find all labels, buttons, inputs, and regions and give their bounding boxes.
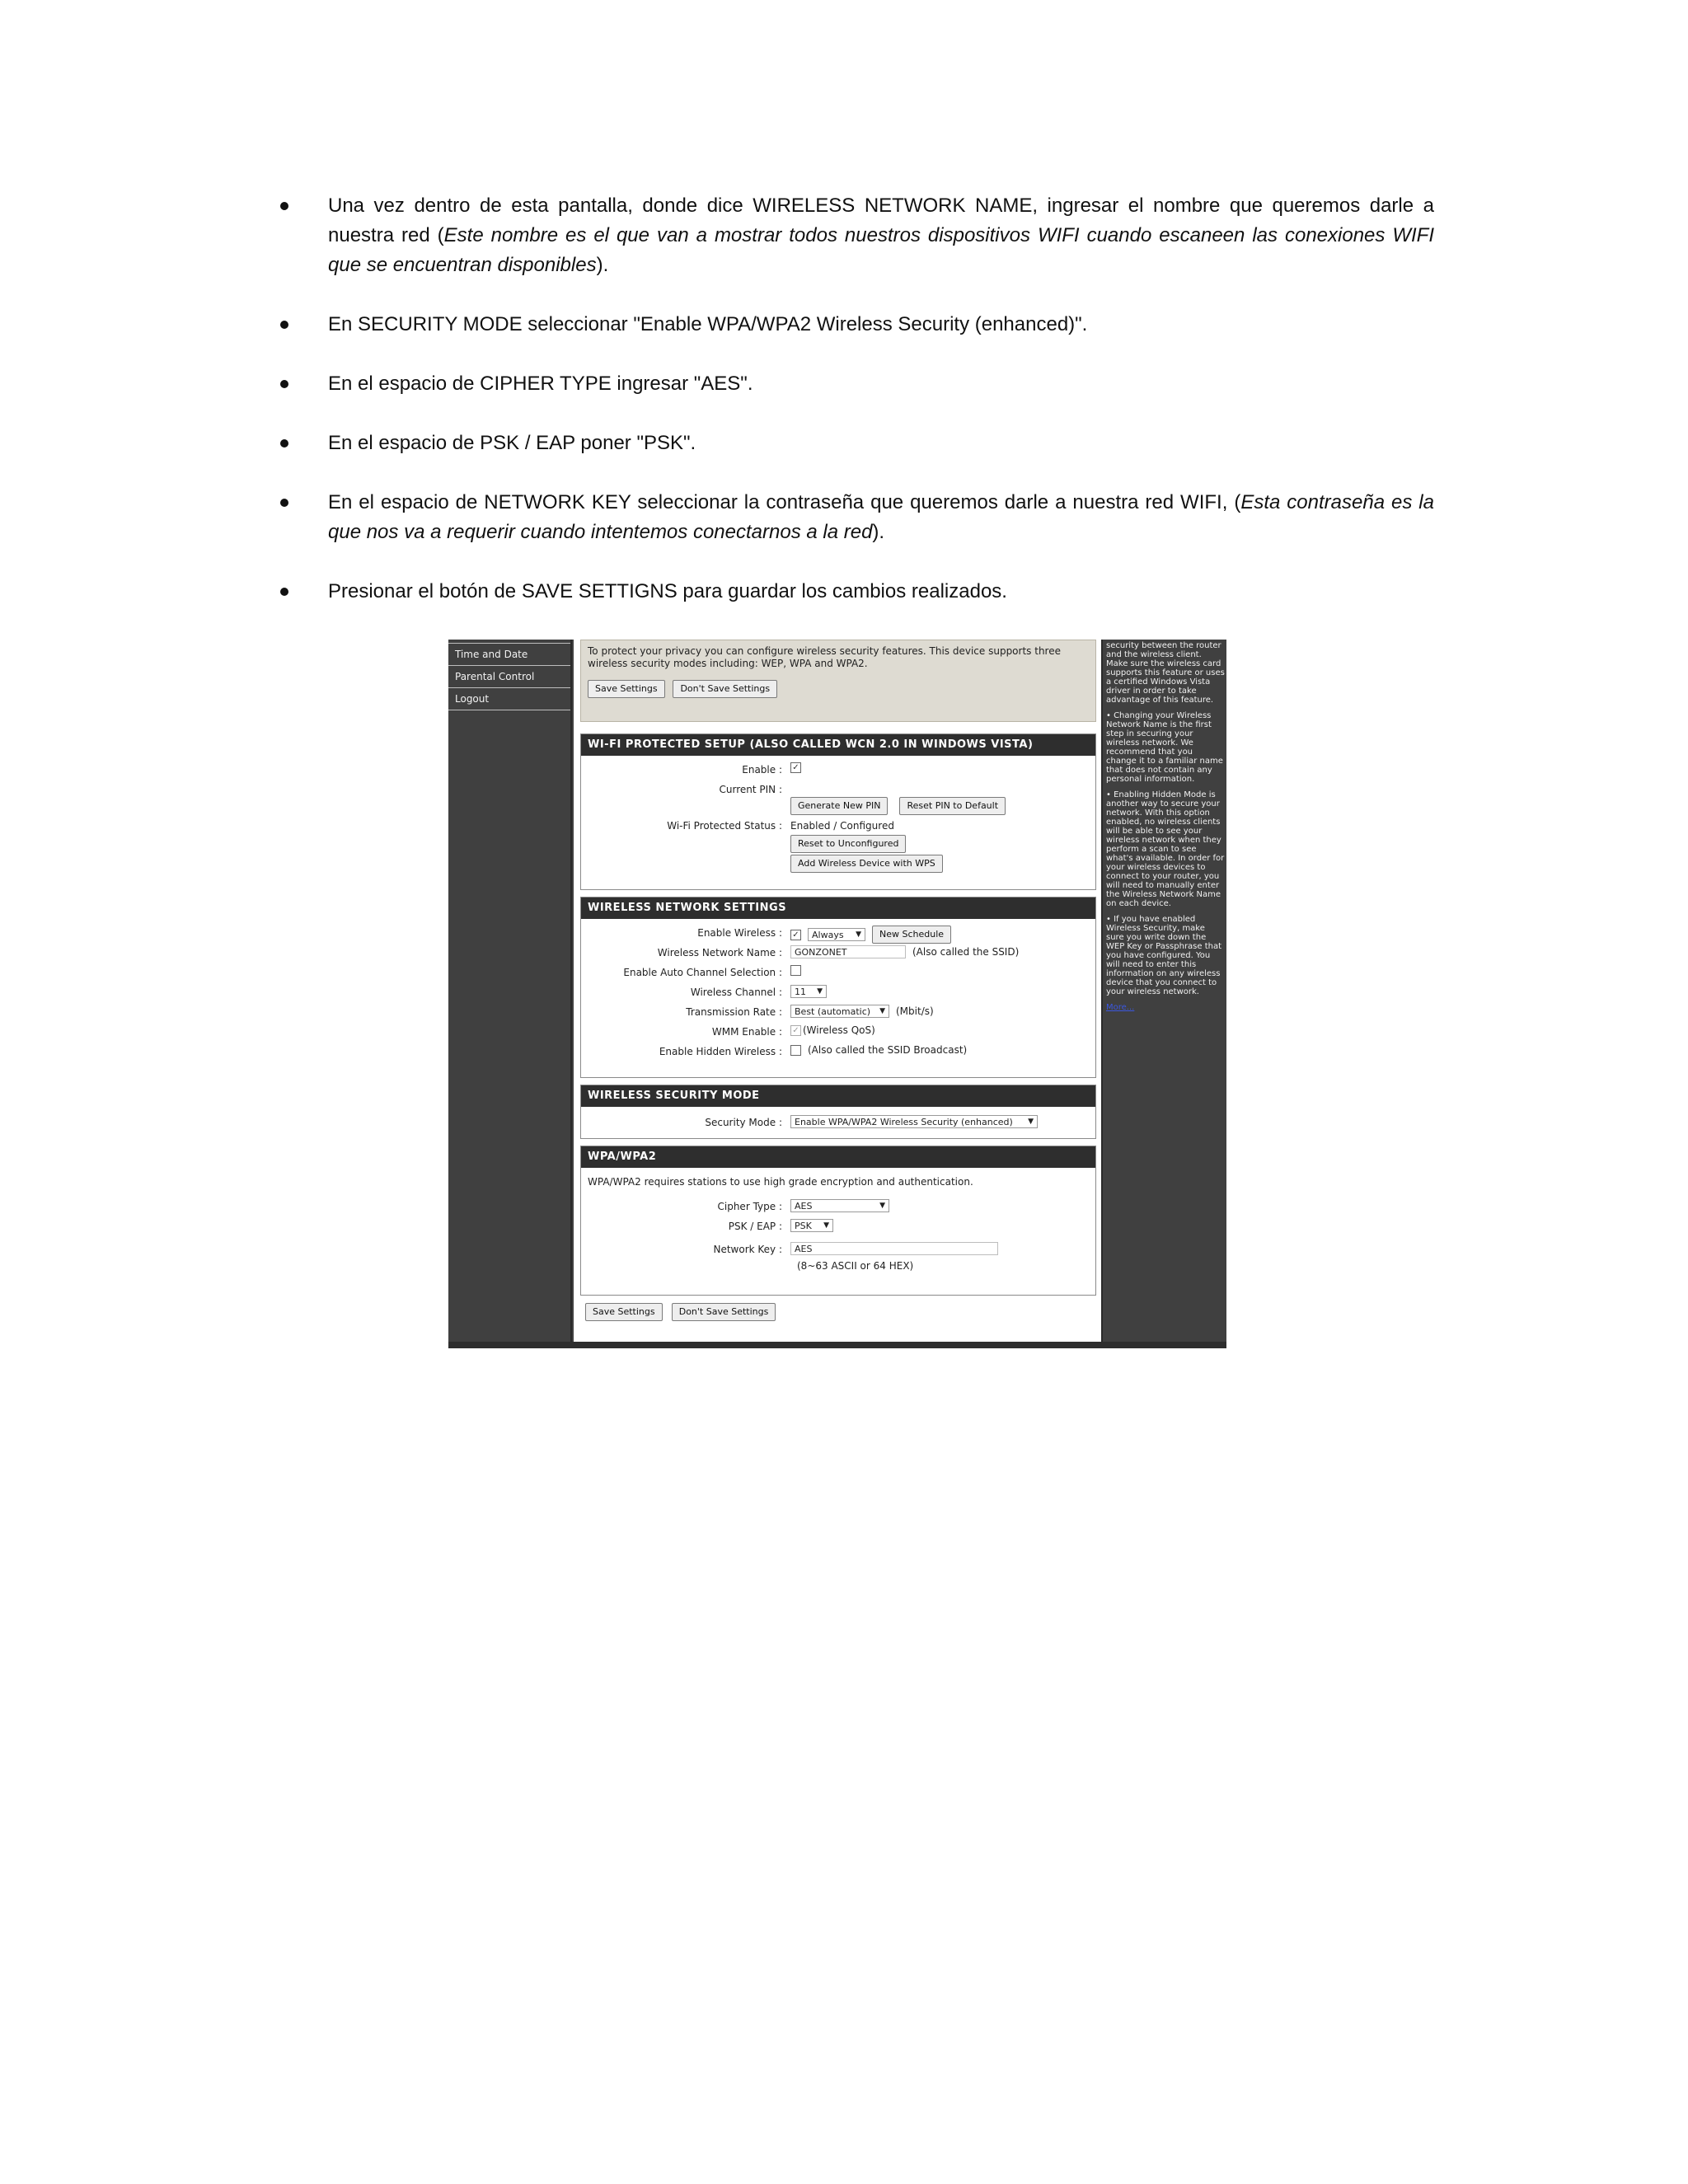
wps-enable-checkbox[interactable]: ✓ [790,762,801,773]
cipher-type-label: Cipher Type : [717,1201,782,1212]
add-wps-device-button[interactable]: Add Wireless Device with WPS [790,855,943,873]
help-text: • Changing your Wireless Network Name is the first step in securing your wireless network. We recommend that you change it to a familiar name that does not contain any personal information. [1106,711,1223,784]
list-item: Una vez dentro de esta pantalla, donde dice WIRELESS NETWORK NAME, ingresar el nombre que queremos darle a nuestra red (Este nombre es el que van a mostrar todos nuestros dispositivos WIFI cuando escaneen las conexiones WIFI que se encuentran disponibles). [280,191,1434,280]
current-pin-label: Current PIN : [719,784,782,795]
chevron-down-icon: ▼ [1028,1118,1034,1126]
dont-save-settings-button[interactable]: Don't Save Settings [672,1303,776,1321]
network-key-label: Network Key : [713,1244,782,1255]
channel-select[interactable]: 11 ▼ [790,985,827,998]
wmm-checkbox[interactable]: ✓ [790,1025,801,1036]
help-sidebar [1101,640,1226,1342]
chevron-down-icon: ▼ [879,1007,885,1015]
schedule-select[interactable]: Always ▼ [808,928,865,941]
list-item: En el espacio de CIPHER TYPE ingresar "AES". [280,369,1434,399]
wps-status-label: Wi-Fi Protected Status : [667,820,782,832]
list-item: En el espacio de NETWORK KEY seleccionar la contraseña que queremos darle a nuestra red WIFI, (Esta contraseña es la que nos va a requerir cuando intentemos conectarnos a la red). [280,488,1434,547]
wpa-description: WPA/WPA2 requires stations to use high grade encryption and authentication. [588,1176,973,1188]
nav-item-logout[interactable]: Logout [448,688,570,710]
bullet-icon [280,202,288,210]
wps-title: WI-FI PROTECTED SETUP (ALSO CALLED WCN 2.0 IN WINDOWS VISTA) [581,734,1095,756]
more-link[interactable]: More... [1106,1003,1135,1012]
cipher-type-select[interactable]: AES ▼ [790,1199,889,1212]
wpa-section [580,1146,1096,1296]
help-text: • If you have enabled Wireless Security, make sure you write down the WEP Key or Passphrase that you have configured. You will need to enter this information on any wireless device that you connect to your wireless network. [1106,915,1222,996]
security-mode-section [580,1085,1096,1139]
bullet-icon [280,321,288,329]
wmm-note: (Wireless QoS) [803,1024,875,1036]
bottom-bar [448,1342,1226,1348]
intro-text: To protect your privacy you can configure wireless security features. This device supports three wireless security modes including: WEP, WPA and WPA2. [588,645,1061,669]
reset-unconfigured-button[interactable]: Reset to Unconfigured [790,835,906,853]
security-mode-label: Security Mode : [705,1117,782,1128]
wps-status-value: Enabled / Configured [790,820,894,832]
chevron-down-icon: ▼ [823,1221,829,1230]
help-text: security between the router and the wireless client. Make sure the wireless card supports this feature or uses a certified Windows Vista driver in order to take advantage of this feature. [1106,641,1225,705]
list-item: Presionar el botón de SAVE SETTIGNS para guardar los cambios realizados. [280,577,1434,607]
save-settings-button[interactable]: Save Settings [585,1303,663,1321]
security-mode-title: WIRELESS SECURITY MODE [581,1085,1095,1107]
list-item: En el espacio de PSK / EAP poner "PSK". [280,429,1434,458]
save-settings-button[interactable]: Save Settings [588,680,665,698]
wmm-label: WMM Enable : [711,1026,782,1038]
generate-pin-button[interactable]: Generate New PIN [790,797,888,815]
bullet-icon [280,588,288,596]
enable-wireless-checkbox[interactable]: ✓ [790,930,801,940]
hidden-note: (Also called the SSID Broadcast) [808,1044,968,1056]
network-name-input[interactable]: GONZONET [790,945,906,958]
help-text: • Enabling Hidden Mode is another way to secure your network. With this option enabled, no wireless clients will be able to see your wireless network when they perform a scan to see what's available. In order for your wireless devices to connect to your router, you will need to manually enter the Wireless Network Name on each device. [1106,790,1225,908]
wireless-settings-title: WIRELESS NETWORK SETTINGS [581,898,1095,919]
reset-pin-button[interactable]: Reset PIN to Default [899,797,1006,815]
enable-wireless-label: Enable Wireless : [697,927,782,939]
bullet-icon [280,499,288,507]
new-schedule-button[interactable]: New Schedule [872,926,951,944]
router-screenshot [448,640,1226,1348]
transmission-rate-label: Transmission Rate : [686,1006,782,1018]
hidden-wireless-label: Enable Hidden Wireless : [659,1046,782,1057]
bullet-icon [280,380,288,388]
network-name-label: Wireless Network Name : [657,947,782,958]
auto-channel-label: Enable Auto Channel Selection : [623,967,782,978]
rate-select[interactable]: Best (automatic) ▼ [790,1005,889,1018]
intro-box [580,640,1096,722]
nav-item-parental-control[interactable]: Parental Control [448,666,570,688]
wps-enable-label: Enable : [742,764,782,776]
chevron-down-icon: ▼ [817,987,823,996]
dont-save-settings-button[interactable]: Don't Save Settings [673,680,777,698]
instruction-list [280,191,1434,636]
network-key-input[interactable]: AES [790,1242,998,1255]
security-mode-select[interactable]: Enable WPA/WPA2 Wireless Security (enhanced) ▼ [790,1115,1038,1128]
nav-item-time-and-date[interactable]: Time and Date [448,644,570,666]
chevron-down-icon: ▼ [856,930,861,939]
list-item: En SECURITY MODE seleccionar "Enable WPA/WPA2 Wireless Security (enhanced)". [280,310,1434,340]
chevron-down-icon: ▼ [879,1202,885,1210]
wireless-channel-label: Wireless Channel : [690,987,782,998]
wireless-settings-section [580,897,1096,1078]
rate-unit: (Mbit/s) [896,1005,934,1017]
bullet-icon [280,439,288,448]
wps-section [580,733,1096,890]
ssid-note: (Also called the SSID) [912,946,1020,958]
main-panel [574,640,1101,1342]
network-key-hint: (8~63 ASCII or 64 HEX) [797,1260,914,1272]
left-nav [448,640,572,1342]
auto-channel-checkbox[interactable] [790,965,801,976]
psk-eap-label: PSK / EAP : [728,1221,782,1232]
wpa-title: WPA/WPA2 [581,1146,1095,1168]
psk-eap-select[interactable]: PSK ▼ [790,1219,833,1232]
hidden-wireless-checkbox[interactable] [790,1045,801,1056]
